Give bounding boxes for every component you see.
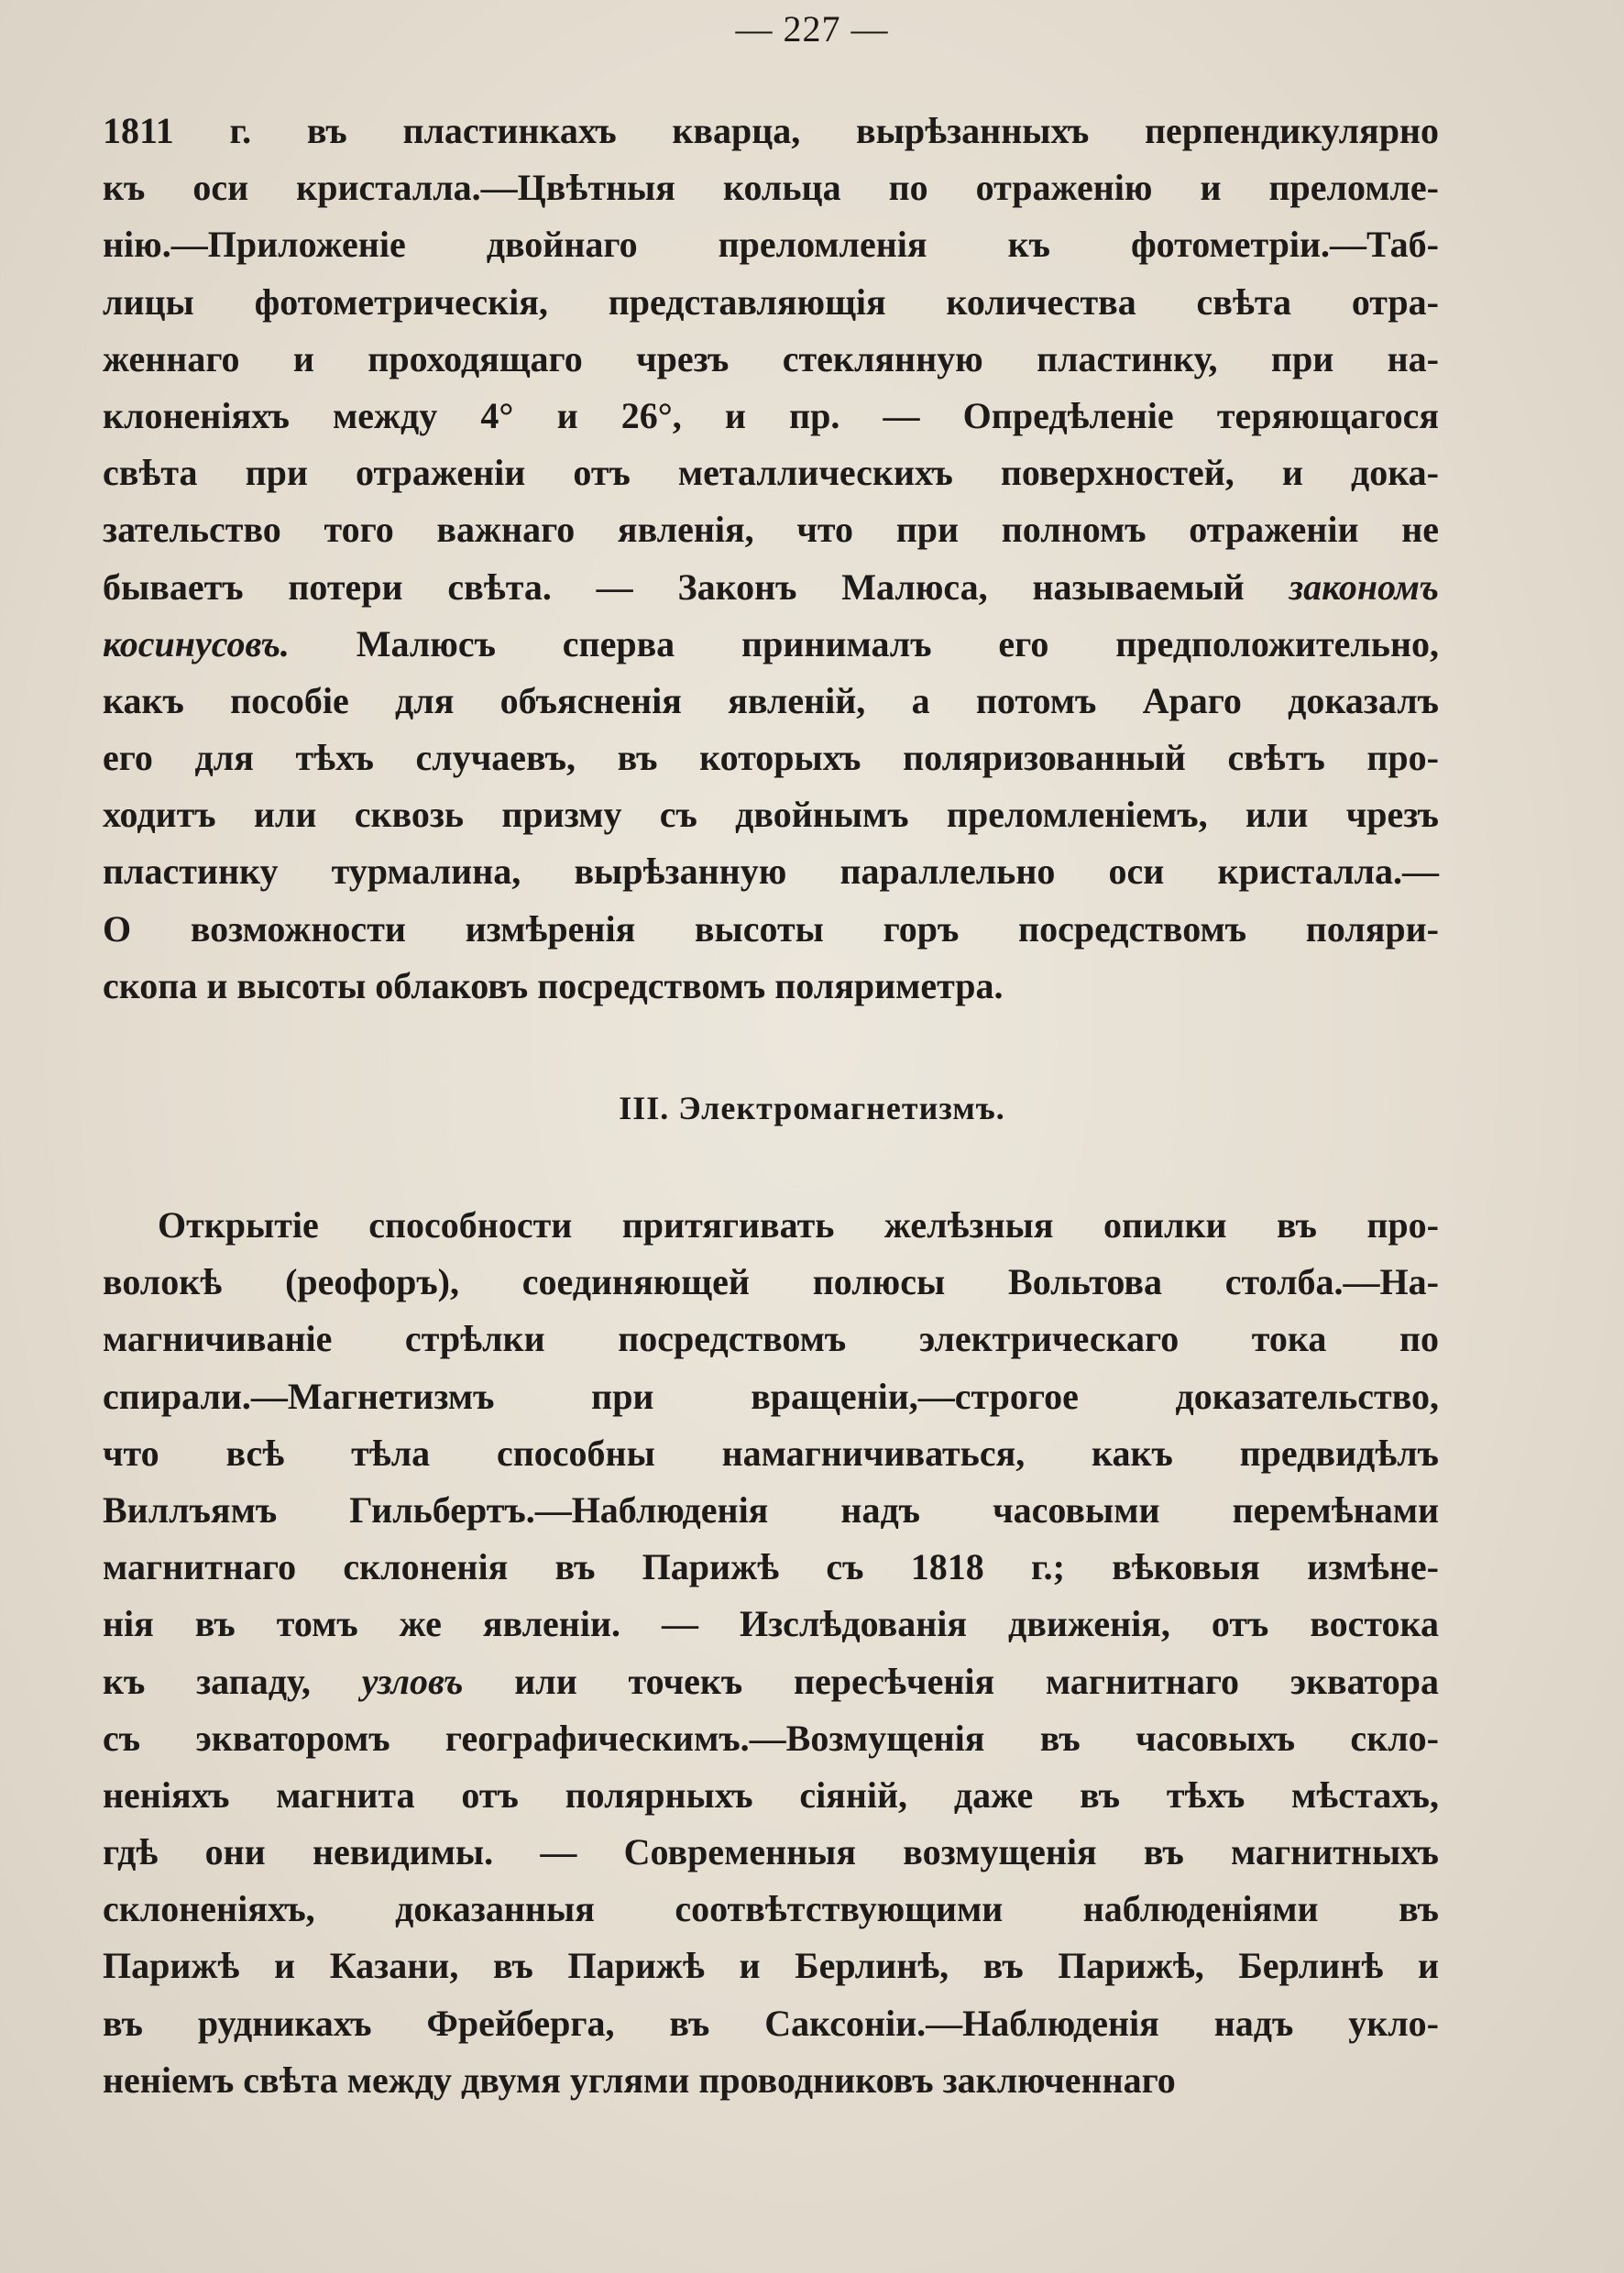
text-line (103, 388, 1439, 445)
line-text: Малюсъ сперва принималъ его предположительно, (289, 622, 1439, 664)
text-line (103, 1824, 1439, 1881)
line-text: въ рудникахъ Фрейберга, въ Саксоніи.—Наблюденія надъ укло- (103, 2002, 1439, 2044)
line-text: къ западу, (103, 1660, 362, 1702)
section-heading: III. Электромагнетизмъ. (619, 1090, 1005, 1126)
line-text: Парижѣ и Казани, въ Парижѣ и Берлинѣ, въ Парижѣ, Берлинѣ и (103, 1945, 1439, 1987)
line-text: или точекъ пересѣченія магнитнаго экватора (463, 1660, 1439, 1702)
line-text: Открытіе способности притягивать желѣзныя опилки въ про- (158, 1204, 1439, 1246)
text-line (103, 1938, 1439, 1994)
text-line (103, 958, 1439, 1015)
line-text: клоненіяхъ между 4° и 26°, и пр. — Опредѣленіе теряющагося (103, 394, 1439, 436)
text-line (103, 673, 1439, 730)
text-line (103, 1482, 1439, 1539)
paragraph-optics (103, 103, 1439, 1015)
text-line (103, 843, 1439, 900)
line-text: Виллъямъ Гильбертъ.—Наблюденія надъ часовыми перемѣнами (103, 1488, 1439, 1531)
line-text: его для тѣхъ случаевъ, въ которыхъ поляризованный свѣтъ про- (103, 737, 1439, 779)
text-line (103, 730, 1439, 786)
text-line (103, 1254, 1439, 1311)
text-line (103, 331, 1439, 388)
line-text: магнитнаго склоненія въ Парижѣ съ 1818 г.; вѣковыя измѣне- (103, 1546, 1439, 1588)
page-number: — 227 — (735, 8, 889, 49)
line-text: склоненіяхъ, доказанныя соотвѣтствующими наблюденіями въ (103, 1888, 1439, 1930)
italic-term: косинусовъ. (103, 622, 290, 664)
line-text: О возможности измѣренія высоты горъ посредствомъ поляри- (103, 907, 1439, 950)
text-line (103, 445, 1439, 501)
text-line (103, 1311, 1439, 1367)
line-text: съ экваторомъ географическимъ.—Возмущенія въ часовыхъ скло- (103, 1717, 1439, 1759)
italic-term: узловъ (361, 1660, 464, 1702)
line-text: какъ пособіе для объясненія явленій, а потомъ Араго доказалъ (103, 679, 1439, 721)
line-text: скопа и высоты облаковъ посредствомъ поляриметра. (103, 964, 1004, 1006)
line-text: ходитъ или сквозь призму съ двойнымъ преломленіемъ, или чрезъ (103, 794, 1439, 836)
line-text: нія въ томъ же явленіи. — Изслѣдованія движенія, отъ востока (103, 1603, 1439, 1645)
line-text: женнаго и проходящаго чрезъ стеклянную пластинку, при на- (103, 337, 1439, 379)
text-line (103, 1710, 1439, 1767)
text-line (103, 901, 1439, 958)
paragraph-electromagnetism (103, 1197, 1439, 2109)
text-line (103, 1995, 1439, 2052)
line-text: волокѣ (реофоръ), соединяющей полюсы Вольтова столба.—На- (103, 1261, 1439, 1303)
line-text: 1811 г. въ пластинкахъ кварца, вырѣзанныхъ перпендикулярно (103, 110, 1439, 151)
line-text: неніяхъ магнита отъ полярныхъ сіяній, даже въ тѣхъ мѣстахъ, (103, 1773, 1439, 1816)
text-line (103, 1767, 1439, 1824)
text-line (103, 1425, 1439, 1482)
text-line (103, 1368, 1439, 1425)
text-line (103, 1539, 1439, 1596)
text-line (103, 216, 1439, 273)
line-text: магничиваніе стрѣлки посредствомъ электрическаго тока по (103, 1318, 1439, 1360)
text-line (103, 1881, 1439, 1938)
text-line (103, 616, 1439, 673)
text-line (103, 274, 1439, 331)
line-text: нію.—Приложеніе двойнаго преломленія къ фотометріи.—Таб- (103, 224, 1439, 266)
text-line (103, 1653, 1439, 1710)
line-text: неніемъ свѣта между двумя углями проводниковъ заключеннаго (103, 2059, 1176, 2101)
line-text: пластинку турмалина, вырѣзанную параллельно оси кристалла.— (103, 851, 1439, 893)
text-line (103, 2052, 1439, 2109)
text-line (103, 1197, 1439, 1254)
text-line (103, 559, 1439, 616)
line-text: зательство того важнаго явленія, что при полномъ отраженіи не (103, 509, 1439, 551)
line-text: бываетъ потери свѣта. — Законъ Малюса, называемый (103, 566, 1289, 608)
line-text: что всѣ тѣла способны намагничиваться, какъ предвидѣлъ (103, 1432, 1439, 1474)
text-line (103, 103, 1439, 159)
line-text: гдѣ они невидимы. — Современныя возмущенія въ магнитныхъ (103, 1831, 1439, 1873)
line-text: свѣта при отраженіи отъ металлическихъ поверхностей, и дока- (103, 452, 1439, 494)
text-line (103, 159, 1439, 216)
line-text: къ оси кристалла.—Цвѣтныя кольца по отраженію и преломле- (103, 167, 1439, 209)
line-text: спирали.—Магнетизмъ при вращеніи,—строгое доказательство, (103, 1375, 1439, 1417)
italic-term: закономъ (1289, 566, 1439, 608)
text-line (103, 1596, 1439, 1653)
text-line (103, 786, 1439, 843)
text-line (103, 501, 1439, 558)
line-text: лицы фотометрическія, представляющія количества свѣта отра- (103, 280, 1439, 323)
